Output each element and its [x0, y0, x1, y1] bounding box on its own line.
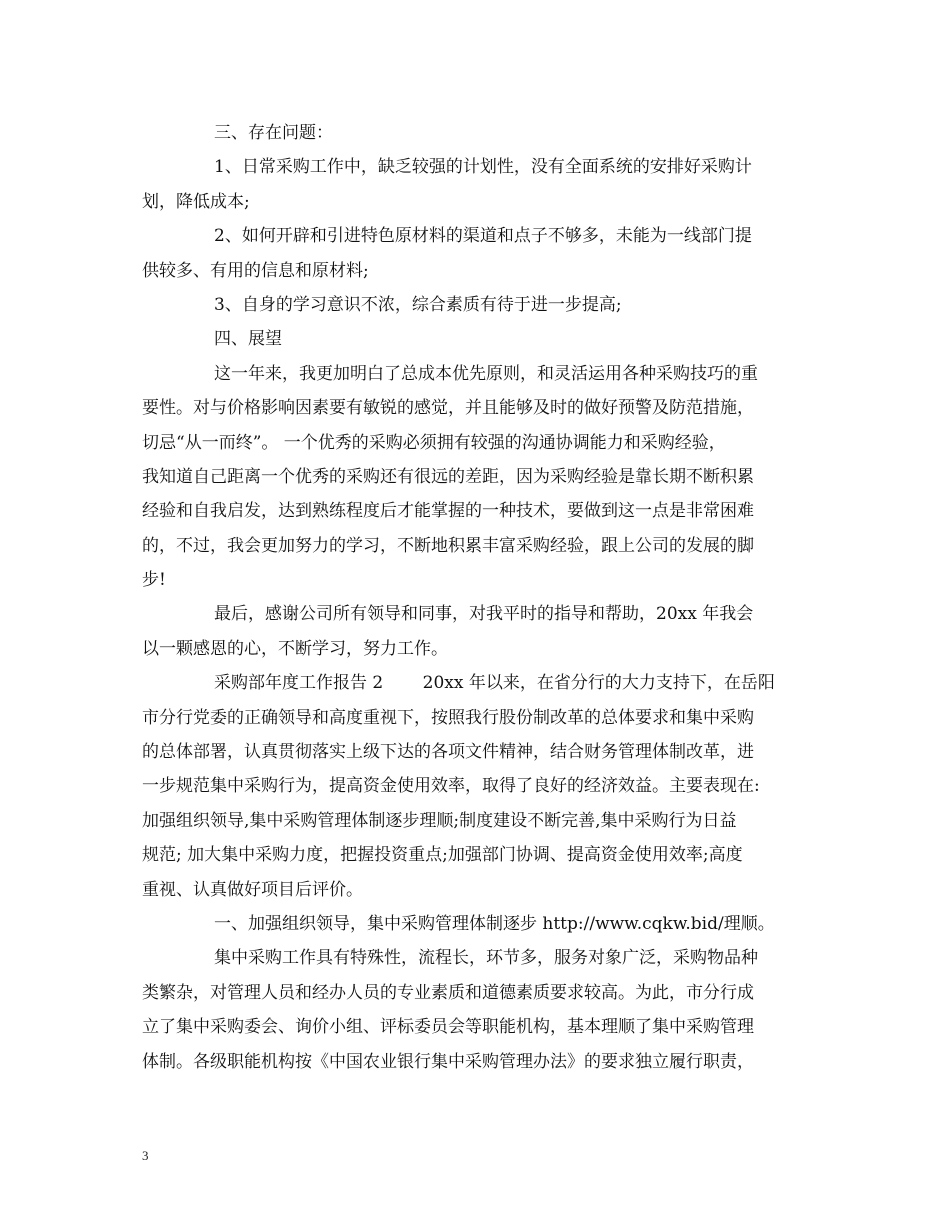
paragraph-line: 经验和自我启发，达到熟练程度后才能掌握的一种技术，要做到这一点是非常困难	[142, 501, 754, 522]
paragraph-line: 步!	[142, 570, 166, 591]
report-title-line: 采购部年度工作报告 2 20xx 年以来，在省分行的大力支持下，在岳阳	[214, 673, 775, 694]
section-heading-outlook: 四、展望	[214, 329, 282, 350]
paragraph-line: 一步规范集中采购行为，提高资金使用效率，取得了良好的经济效益。主要表现在:	[142, 776, 760, 797]
paragraph-line: 3、自身的学习意识不浓，综合素质有待于进一步提高;	[214, 294, 622, 315]
paragraph-line: 重视、认真做好项目后评价。	[142, 879, 363, 900]
paragraph-line: 立了集中采购委会、询价小组、评标委员会等职能机构，基本理顺了集中采购管理	[142, 1017, 754, 1038]
paragraph-line: 加强组织领导,集中采购管理体制逐步理顺;制度建设不断完善,集中采购行为日益	[142, 810, 737, 831]
paragraph-line: 集中采购工作具有特殊性，流程长，环节多，服务对象广泛，采购物品种	[214, 948, 758, 969]
section-heading-organization: 一、加强组织领导，集中采购管理体制逐步 http://www.cqkw.bid/理顺。	[214, 913, 775, 934]
paragraph-line: 划，降低成本;	[142, 191, 250, 212]
paragraph-line: 切忌“从一而终”。 一个优秀的采购必须拥有较强的沟通协调能力和采购经验，	[142, 432, 726, 453]
paragraph-line: 的总体部署，认真贯彻落实上级下达的各项文件精神，结合财务管理体制改革，进	[142, 742, 754, 763]
paragraph-line: 规范; 加大集中采购力度，把握投资重点;加强部门协调、提高资金使用效率;高度	[142, 845, 743, 866]
paragraph-line: 2、如何开辟和引进特色原材料的渠道和点子不够多，未能为一线部门提	[214, 226, 752, 247]
document-body	[142, 116, 814, 1079]
paragraph-line: 这一年来，我更加明白了总成本优先原则，和灵活运用各种采购技巧的重	[214, 363, 758, 384]
paragraph-line: 1、日常采购工作中，缺乏较强的计划性，没有全面系统的安排好采购计	[214, 157, 752, 178]
paragraph-line: 要性。对与价格影响因素要有敏锐的感觉，并且能够及时的做好预警及防范措施，	[142, 398, 754, 419]
paragraph-line: 体制。各级职能机构按《中国农业银行集中采购管理办法》的要求独立履行职责，	[142, 1051, 754, 1072]
paragraph-line: 供较多、有用的信息和原材料;	[142, 260, 369, 281]
paragraph-line: 类繁杂，对管理人员和经办人员的专业素质和道德素质要求较高。为此，市分行成	[142, 982, 754, 1003]
section-heading-problems: 三、存在问题：	[214, 123, 333, 143]
paragraph-line: 最后，感谢公司所有领导和同事，对我平时的指导和帮助，20xx 年我会	[214, 604, 754, 625]
paragraph-line: 以一颗感恩的心，不断学习，努力工作。	[142, 638, 448, 659]
page-number: 3	[142, 1148, 149, 1163]
paragraph-line: 的，不过，我会更加努力的学习，不断地积累丰富采购经验，跟上公司的发展的脚	[142, 535, 754, 556]
paragraph-line: 我知道自己距离一个优秀的采购还有很远的差距，因为采购经验是靠长期不断积累	[142, 466, 754, 487]
paragraph-line: 市分行党委的正确领导和高度重视下，按照我行股份制改革的总体要求和集中采购	[142, 707, 754, 728]
